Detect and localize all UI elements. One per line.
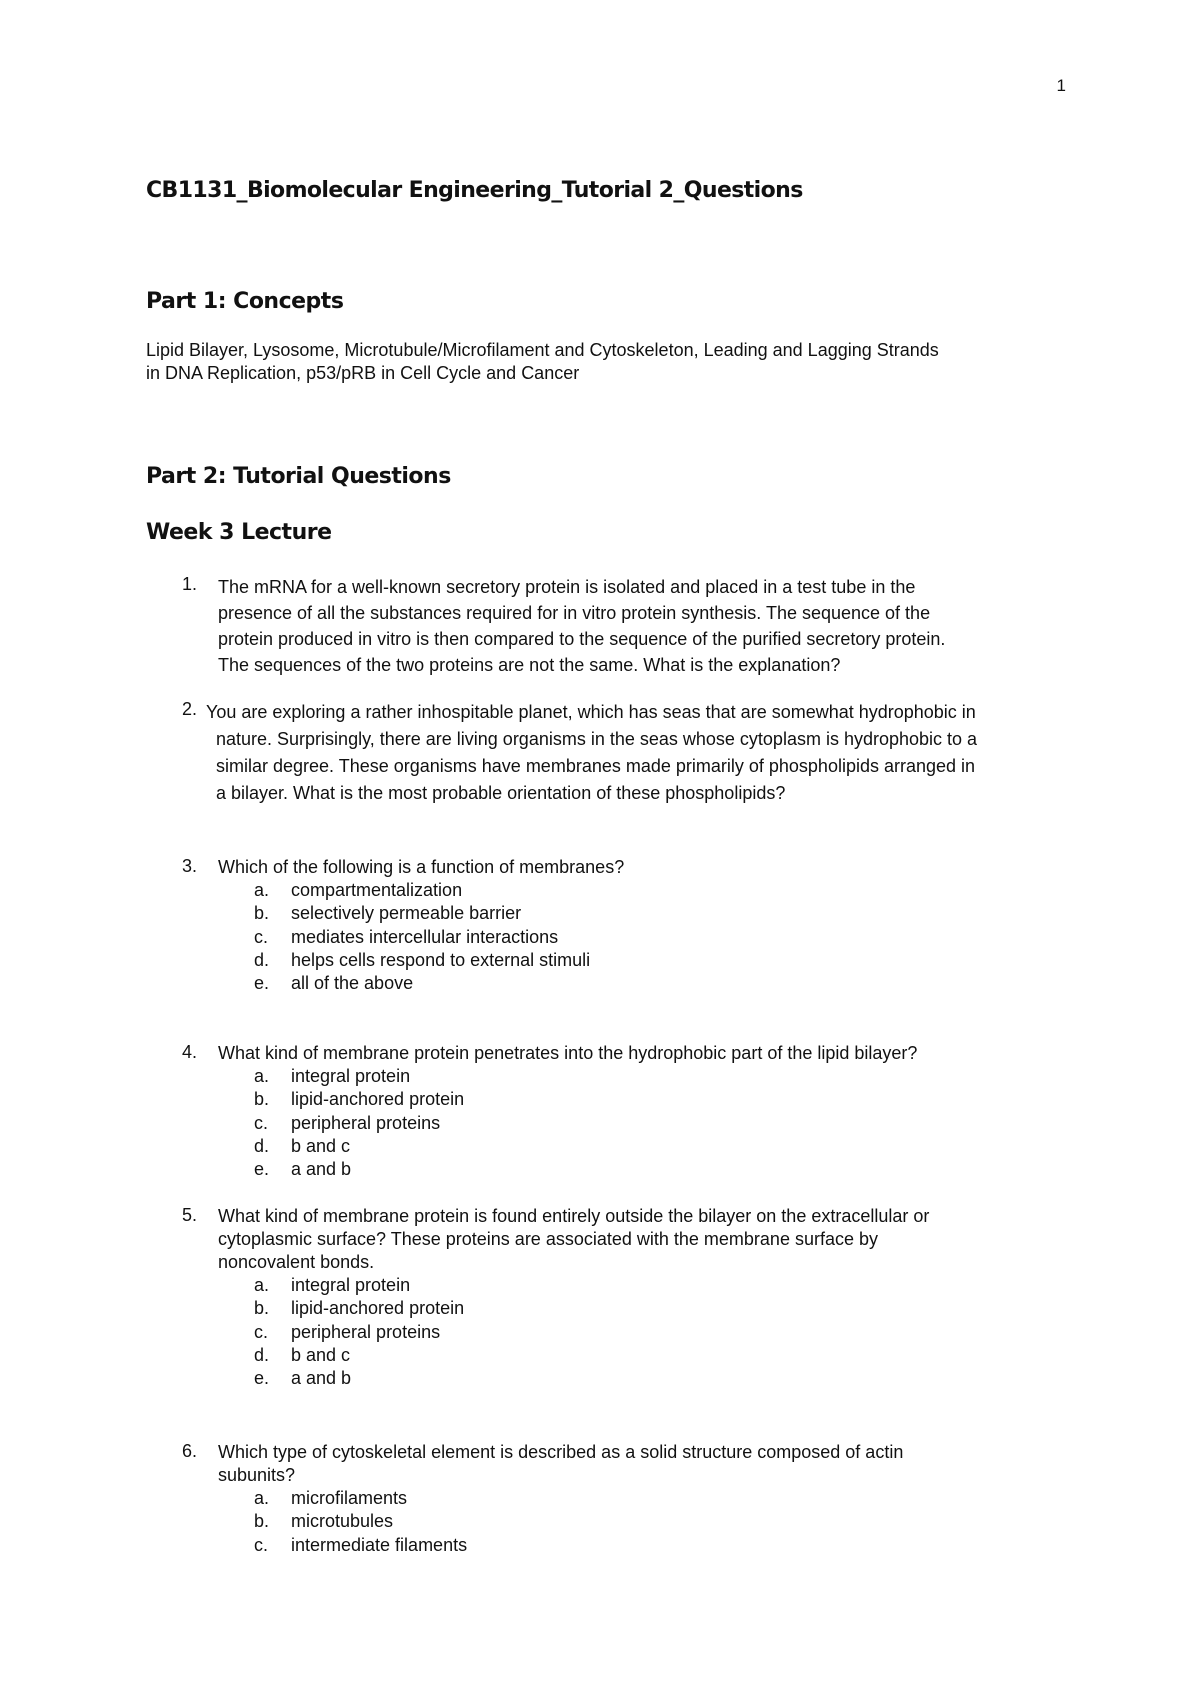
question-2 <box>146 699 1086 807</box>
question-line: The sequences of the two proteins are not the same. What is the explanation? <box>218 655 841 675</box>
answer-option <box>146 972 1086 995</box>
option-text: peripheral proteins <box>291 1321 441 1342</box>
option-text: b and c <box>291 1135 351 1156</box>
option-letter: c. <box>254 926 269 947</box>
option-text: peripheral proteins <box>291 1112 441 1133</box>
question-text <box>218 1042 1086 1065</box>
answer-options <box>146 1065 1086 1181</box>
option-text: a and b <box>291 1368 352 1389</box>
question-line: protein produced in vitro is then compared to the sequence of the purified secretory protein. <box>218 629 946 649</box>
option-letter: d. <box>254 1135 270 1156</box>
page-number: 1 <box>1056 76 1066 95</box>
question-number: 6. <box>182 1441 198 1461</box>
concepts-list <box>146 339 1086 385</box>
question-line: Which of the following is a function of membranes? <box>218 857 625 877</box>
option-text: helps cells respond to external stimuli <box>291 949 591 970</box>
question-line: Which type of cytoskeletal element is described as a solid structure composed of actin <box>218 1442 904 1462</box>
answer-option <box>146 1321 1086 1344</box>
question-text <box>218 1205 1086 1274</box>
option-letter: b. <box>254 1089 270 1110</box>
option-letter: a. <box>254 1488 270 1508</box>
question-line: similar degree. These organisms have membranes made primarily of phospholipids arranged in <box>216 756 976 776</box>
question-text <box>206 699 1086 807</box>
document-title: CB1131_Biomolecular Engineering_Tutorial 2_Questions <box>146 178 803 203</box>
option-text: microfilaments <box>291 1488 408 1508</box>
option-text: integral protein <box>291 1275 411 1295</box>
part2-heading: Part 2: Tutorial Questions <box>146 464 451 489</box>
question-number: 3. <box>182 856 198 876</box>
option-letter: b. <box>254 1511 270 1532</box>
answer-option <box>146 1112 1086 1135</box>
question-line: What kind of membrane protein penetrates into the hydrophobic part of the lipid bilayer? <box>218 1043 918 1063</box>
concepts-line: in DNA Replication, p53/pRB in Cell Cycle and Cancer <box>146 363 580 383</box>
question-line: nature. Surprisingly, there are living organisms in the seas whose cytoplasm is hydrophobic to a <box>216 729 978 749</box>
option-text: mediates intercellular interactions <box>291 926 559 947</box>
question-line: subunits? <box>218 1465 296 1485</box>
answer-option <box>146 902 1086 925</box>
question-text <box>218 574 1086 678</box>
answer-option <box>146 1297 1086 1320</box>
option-letter: d. <box>254 1344 270 1365</box>
option-text: b and c <box>291 1344 351 1365</box>
question-line: cytoplasmic surface? These proteins are associated with the membrane surface by <box>218 1229 878 1249</box>
answer-options <box>146 1487 1086 1557</box>
option-text: intermediate filaments <box>291 1534 468 1555</box>
answer-options <box>146 879 1086 995</box>
question-6 <box>146 1441 1086 1557</box>
answer-option <box>146 1344 1086 1367</box>
question-line: You are exploring a rather inhospitable planet, which has seas that are somewhat hydrophobic in <box>206 702 976 722</box>
answer-option <box>146 1510 1086 1533</box>
week3-heading: Week 3 Lecture <box>146 520 332 545</box>
option-letter: c. <box>254 1321 269 1342</box>
question-line: The mRNA for a well-known secretory protein is isolated and placed in a test tube in the <box>218 577 916 597</box>
answer-option <box>146 1534 1086 1557</box>
question-line: noncovalent bonds. <box>218 1252 375 1272</box>
question-5 <box>146 1205 1086 1390</box>
option-text: lipid-anchored protein <box>291 1298 465 1319</box>
option-letter: a. <box>254 880 270 900</box>
concepts-line: Lipid Bilayer, Lysosome, Microtubule/Microfilament and Cytoskeleton, Leading and Lagging Strands <box>146 340 939 360</box>
option-letter: a. <box>254 1275 270 1295</box>
option-letter: c. <box>254 1112 269 1133</box>
answer-option <box>146 1367 1086 1390</box>
option-text: all of the above <box>291 973 414 994</box>
question-text <box>218 856 1086 879</box>
question-1 <box>146 574 1086 678</box>
option-text: lipid-anchored protein <box>291 1089 465 1110</box>
question-line: What kind of membrane protein is found entirely outside the bilayer on the extracellular or <box>218 1206 930 1226</box>
answer-option <box>146 926 1086 949</box>
option-text: integral protein <box>291 1066 411 1086</box>
question-line: a bilayer. What is the most probable orientation of these phospholipids? <box>216 783 786 803</box>
question-3 <box>146 856 1086 995</box>
part1-heading: Part 1: Concepts <box>146 289 344 314</box>
option-letter: e. <box>254 1159 270 1180</box>
option-text: compartmentalization <box>291 880 463 900</box>
answer-option <box>146 1158 1086 1181</box>
question-number: 4. <box>182 1042 198 1062</box>
option-text: a and b <box>291 1159 352 1180</box>
option-letter: a. <box>254 1066 270 1086</box>
option-letter: b. <box>254 1298 270 1319</box>
question-number: 2. <box>182 699 198 719</box>
option-text: microtubules <box>291 1511 394 1532</box>
answer-option <box>146 879 1086 902</box>
answer-option <box>146 1065 1086 1088</box>
option-letter: b. <box>254 903 270 924</box>
answer-option <box>146 1135 1086 1158</box>
option-letter: e. <box>254 1368 270 1389</box>
option-letter: c. <box>254 1534 269 1555</box>
option-letter: d. <box>254 949 270 970</box>
answer-option <box>146 1487 1086 1510</box>
question-line: presence of all the substances required for in vitro protein synthesis. The sequence of the <box>218 603 931 623</box>
question-number: 5. <box>182 1205 198 1225</box>
question-text <box>218 1441 1086 1487</box>
answer-options <box>146 1274 1086 1390</box>
option-text: selectively permeable barrier <box>291 903 522 924</box>
option-letter: e. <box>254 973 270 994</box>
answer-option <box>146 1088 1086 1111</box>
question-4 <box>146 1042 1086 1181</box>
answer-option <box>146 949 1086 972</box>
question-number: 1. <box>182 574 198 594</box>
answer-option <box>146 1274 1086 1297</box>
